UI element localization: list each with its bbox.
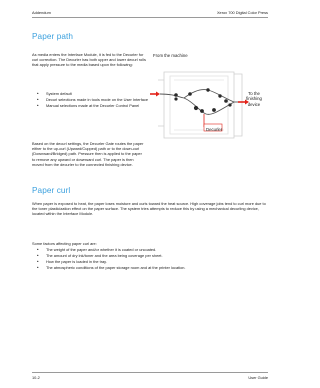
list-item: • Decurl selections made in tools mode on the User Interface (36, 97, 149, 102)
header-section-title: Addendum (32, 10, 51, 15)
list-item: • The atmospheric conditions of the paper storage room and at the printer location. (36, 265, 272, 270)
paper-path-heading: Paper path (32, 32, 74, 41)
decurl-rollers (174, 88, 231, 113)
list-item: • System default (36, 91, 149, 96)
list-item: • The weight of the paper and/or whether it is coated or uncoated. (36, 247, 272, 252)
paper-path-intro: As media enters the Interface Module, it is fed to the Decurler for curl correction. The Decurler has both upper and lower decurl rolls that apply pressure to the media based upon the following: (32, 52, 146, 68)
header-divider (32, 17, 268, 18)
footer-guide-name: User Guide (248, 375, 268, 380)
header-product-name: Xerox 700 Digital Color Press (216, 10, 268, 15)
curl-factors-intro: Some factors affecting paper curl are: (32, 241, 97, 246)
list-item: • Manual selections made at the Decurler Control Panel (36, 103, 149, 108)
paper-curl-body: When paper is exposed to heat, the paper loses moisture and curls toward the heat source. High coverage jobs tend to curl more due to the toner plasticization effect on the paper surface. The system tries attempts to reduce this by using a mechanical decurling device, located within the Interface Module. (32, 201, 266, 217)
list-item: • The amount of dry ink/toner and the area being coverage per sheet. (36, 253, 272, 258)
curl-factors-list (36, 247, 272, 271)
figure-label-to: To the finishing device (246, 91, 262, 107)
figure-label-decurler: Decurler (206, 127, 223, 132)
list-item: • How the paper is loaded in the tray. (36, 259, 272, 264)
footer-divider (32, 372, 268, 373)
page-number: 10-2 (32, 375, 40, 380)
figure-label-from: From the machine (153, 53, 188, 58)
paper-path-body: Based on the decurl settings, the Decurler Gate routes the paper either to the up-curl (Upward/Cupped) path or to the down-curl (Downward/Bridged) path. Pressure then is applied to the paper to remove any upward or downward curl. The paper is then moved from the decurler to the connected finishing device. (32, 141, 144, 167)
decurl-pressure-list (36, 91, 149, 108)
paper-curl-heading: Paper curl (32, 186, 71, 195)
